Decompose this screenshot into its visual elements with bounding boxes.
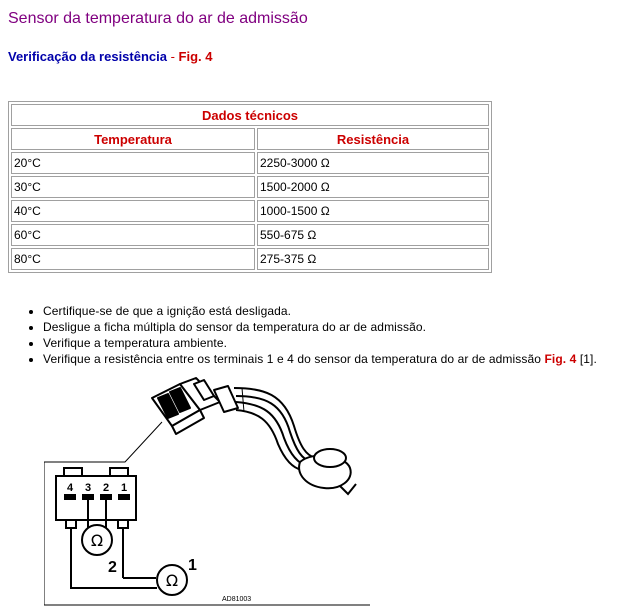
- cell-resistance: 275-375 Ω: [257, 248, 489, 270]
- table-row: [11, 200, 489, 222]
- label-2: 2: [108, 559, 117, 576]
- pin-label: 2: [102, 482, 110, 494]
- table-row: [11, 224, 489, 246]
- pin-label: 1: [120, 482, 128, 494]
- step-item: • Verifique a temperatura ambiente.: [43, 335, 597, 351]
- label-1: 1: [188, 557, 197, 574]
- subtitle-separator: -: [166, 49, 179, 64]
- pin-connector: [56, 468, 136, 528]
- cell-resistance: 1000-1500 Ω: [257, 200, 489, 222]
- page-subtitle: [8, 49, 213, 64]
- table-row: [11, 152, 489, 174]
- connector-illustration: [152, 378, 238, 434]
- header-temperature: Temperatura: [11, 128, 255, 150]
- cell-resistance: 550-675 Ω: [257, 224, 489, 246]
- table-row: [11, 248, 489, 270]
- subtitle-text: Verificação da resistência: [8, 49, 167, 64]
- cell-resistance: 2250-3000 Ω: [257, 152, 489, 174]
- sensor-wires: [234, 388, 316, 470]
- table-row: [11, 176, 489, 198]
- figure-code: AD81003: [222, 596, 252, 603]
- technical-data-table: [8, 101, 492, 273]
- cell-temperature: 40°C: [11, 200, 255, 222]
- step-item: [43, 351, 597, 367]
- cell-temperature: 80°C: [11, 248, 255, 270]
- page-title: Sensor da temperatura do ar de admissão: [8, 10, 308, 27]
- cell-temperature: 20°C: [11, 152, 255, 174]
- procedure-steps: [27, 303, 597, 367]
- cell-temperature: 60°C: [11, 224, 255, 246]
- ohm-icon: Ω: [165, 571, 179, 590]
- sensor-body: [299, 449, 356, 494]
- step-suffix: [1].: [576, 352, 597, 366]
- step-item: • Desligue a ficha múltipla do sensor da temperatura do ar de admissão.: [43, 319, 597, 335]
- pin-label: 4: [66, 482, 74, 494]
- pin-label: 3: [84, 482, 92, 494]
- sensor-diagram: [44, 366, 370, 606]
- ohm-icon: Ω: [90, 531, 104, 550]
- fig-4-link[interactable]: Fig. 4: [178, 49, 213, 64]
- sensor-figure: [44, 366, 370, 606]
- table-caption: Dados técnicos: [11, 104, 489, 126]
- cell-resistance: 1500-2000 Ω: [257, 176, 489, 198]
- cell-temperature: 30°C: [11, 176, 255, 198]
- step-item: • Certifique-se de que a ignição está desligada.: [43, 303, 597, 319]
- fig-4-reference[interactable]: Fig. 4: [544, 352, 577, 366]
- header-resistance: Resistência: [257, 128, 489, 150]
- step-text: Verifique a resistência entre os terminais 1 e 4 do sensor da temperatura do ar de admissão: [43, 352, 545, 366]
